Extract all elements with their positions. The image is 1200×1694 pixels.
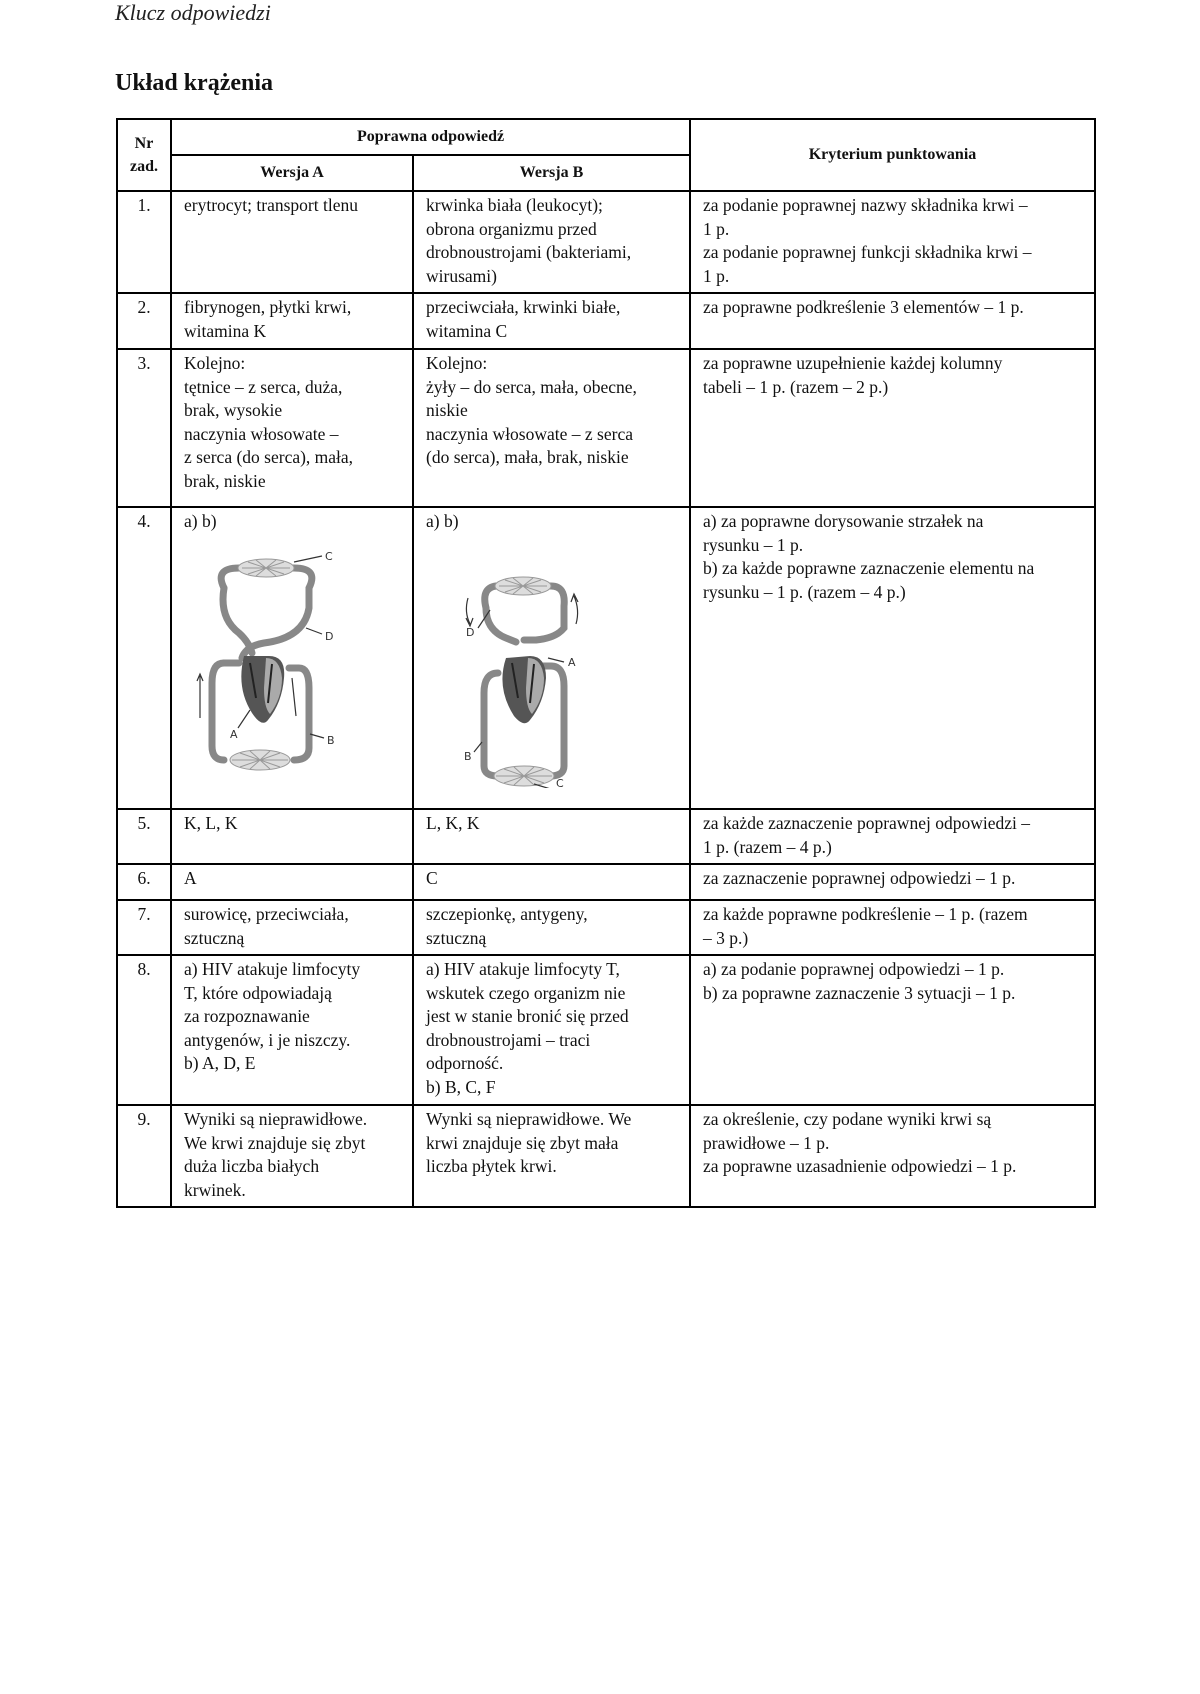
text-line: a) HIV atakuje limfocyty T, [426, 959, 620, 979]
text-line: brak, wysokie [184, 400, 283, 420]
scoring-criteria [690, 955, 1095, 1105]
header-criteria: Kryterium punktowania [690, 119, 1095, 191]
text-line: tabeli – 1 p. (razem – 2 p.) [703, 376, 889, 397]
table-row [117, 864, 1095, 900]
running-title: Klucz odpowiedzi [115, 0, 271, 25]
text-line: – 3 p.) [703, 927, 749, 948]
text-line: witamina K [184, 320, 267, 341]
text-line: a) HIV atakuje limfocyty [184, 959, 361, 979]
text-line: żyły – do serca, mała, obecne, [426, 376, 637, 397]
version-b-answer [413, 809, 690, 864]
scoring-criteria [690, 349, 1095, 507]
table-row [117, 191, 1095, 293]
scoring-criteria [690, 809, 1095, 864]
version-a-answer [171, 1105, 413, 1207]
text-line: przeciwciała, krwinki białe, [426, 297, 621, 317]
version-b-answer [413, 955, 690, 1105]
label-d: D [325, 629, 334, 643]
section-title: Układ krążenia [115, 70, 274, 96]
text-line: surowicę, przeciwciała, [184, 904, 349, 924]
text-line: a) b) [184, 511, 217, 531]
scoring-criteria [690, 1105, 1095, 1207]
version-b-answer [413, 1105, 690, 1207]
text-line: b) A, D, E [184, 1053, 256, 1073]
text-line: Kolejno: [184, 353, 246, 373]
table-row [117, 809, 1095, 864]
text-line: Kolejno: [426, 353, 488, 373]
capillary-network-bottom [230, 750, 290, 770]
text-line: z serca (do serca), mała, [184, 447, 354, 467]
version-b-answer [413, 900, 690, 955]
version-a-answer [171, 349, 413, 507]
scoring-criteria [690, 864, 1095, 900]
text-line: za poprawne podkreślenie 3 elementów – 1 p. [703, 297, 1024, 317]
text-line: krwi znajduje się zbyt mała [426, 1132, 619, 1153]
text-line: jest w stanie bronić się przed [426, 1006, 629, 1026]
capillary-network-bottom [494, 766, 554, 786]
text-line: prawidłowe – 1 p. [703, 1132, 830, 1153]
header-correct-answer: Poprawna odpowiedź [171, 119, 690, 155]
scoring-criteria [690, 191, 1095, 293]
version-b-answer [413, 864, 690, 900]
version-b-answer [413, 191, 690, 293]
text-line: a) za podanie poprawnej odpowiedzi – 1 p. [703, 959, 1005, 979]
text-line: za poprawne uzupełnienie każdej kolumny [703, 353, 1003, 373]
text-line: szczepionkę, antygeny, [426, 904, 588, 924]
version-b-answer [413, 293, 690, 349]
version-a-answer [171, 900, 413, 955]
text-line: a) za poprawne dorysowanie strzałek na [703, 511, 984, 531]
text-line: wirusami) [426, 265, 497, 286]
label-d: D [466, 625, 475, 639]
text-line: za zaznaczenie poprawnej odpowiedzi – 1 p. [703, 868, 1016, 888]
text-line: niskie [426, 400, 468, 420]
text-line: b) B, C, F [426, 1076, 496, 1097]
text-line: naczynia włosowate – z serca [426, 423, 633, 444]
text-line: za każde poprawne podkreślenie – 1 p. (razem [703, 904, 1028, 924]
text-line: za każde zaznaczenie poprawnej odpowiedzi – [703, 813, 1030, 833]
text-line: krwinek. [184, 1179, 246, 1200]
version-a-answer [171, 864, 413, 900]
circulation-diagram-a [184, 538, 354, 788]
text-line: a) b) [426, 511, 459, 531]
capillary-network-top [238, 559, 294, 577]
text-line: za podanie poprawnej funkcji składnika krwi – [703, 242, 1032, 262]
task-number: 8. [117, 955, 171, 1105]
text-line: duża liczba białych [184, 1156, 320, 1176]
text-line: Wyniki są nieprawidłowe. [184, 1109, 368, 1129]
table-row [117, 293, 1095, 349]
text-line: liczba płytek krwi. [426, 1156, 557, 1176]
table-row [117, 349, 1095, 507]
text-line: A [184, 868, 197, 888]
task-number: 9. [117, 1105, 171, 1207]
capillary-network-top [495, 577, 551, 595]
header-version-a: Wersja A [171, 155, 413, 191]
label-a: A [568, 655, 576, 669]
text-line: 1 p. [703, 265, 730, 286]
text-line: b) za każde poprawne zaznaczenie elementu na [703, 558, 1035, 578]
scoring-criteria [690, 293, 1095, 349]
version-b-answer [413, 507, 690, 809]
text-line: naczynia włosowate – [184, 423, 339, 444]
text-line: drobnoustrojami – traci [426, 1029, 591, 1050]
header-nr: Nr zad. [117, 119, 171, 191]
heart [502, 656, 546, 723]
scoring-criteria [690, 507, 1095, 809]
version-a-answer [171, 955, 413, 1105]
version-a-answer [171, 809, 413, 864]
text-line: We krwi znajduje się zbyt [184, 1132, 366, 1153]
text-line: za poprawne uzasadnienie odpowiedzi – 1 p. [703, 1156, 1017, 1176]
text-line: 1 p. [703, 218, 730, 239]
scoring-criteria [690, 900, 1095, 955]
label-a: A [230, 727, 238, 741]
answer-key-table [116, 118, 1096, 1208]
text-line: K, L, K [184, 813, 238, 833]
table-row [117, 955, 1095, 1105]
text-line: T, które odpowiadają [184, 982, 332, 1003]
task-number: 1. [117, 191, 171, 293]
task-number: 6. [117, 864, 171, 900]
text-line: krwinka biała (leukocyt); [426, 195, 603, 215]
task-number: 4. [117, 507, 171, 809]
label-b: B [327, 733, 335, 747]
text-line: wskutek czego organizm nie [426, 982, 626, 1003]
table-row [117, 1105, 1095, 1207]
version-a-answer [171, 293, 413, 349]
text-line: za określenie, czy podane wyniki krwi są [703, 1109, 992, 1129]
text-line: rysunku – 1 p. (razem – 4 p.) [703, 581, 906, 602]
task-number: 2. [117, 293, 171, 349]
task-number: 3. [117, 349, 171, 507]
text-line: Wynki są nieprawidłowe. We [426, 1109, 632, 1129]
text-line: fibrynogen, płytki krwi, [184, 297, 352, 317]
version-b-answer [413, 349, 690, 507]
text-line: sztuczną [184, 927, 245, 948]
text-line: brak, niskie [184, 470, 266, 491]
task-number: 7. [117, 900, 171, 955]
label-c: C [325, 549, 333, 563]
text-line: erytrocyt; transport tlenu [184, 195, 358, 215]
text-line: za rozpoznawanie [184, 1006, 310, 1026]
text-line: obrona organizmu przed [426, 218, 597, 239]
text-line: odporność. [426, 1053, 504, 1073]
text-line: antygenów, i je niszczy. [184, 1029, 351, 1050]
version-a-answer [171, 191, 413, 293]
label-b: B [464, 749, 472, 763]
text-line: witamina C [426, 320, 508, 341]
table-row [117, 900, 1095, 955]
text-line: sztuczną [426, 927, 487, 948]
text-line: L, K, K [426, 813, 480, 833]
text-line: za podanie poprawnej nazwy składnika krwi – [703, 195, 1028, 215]
text-line: tętnice – z serca, duża, [184, 376, 343, 397]
text-line: b) za poprawne zaznaczenie 3 sytuacji – 1 p. [703, 982, 1016, 1003]
version-a-answer [171, 507, 413, 809]
text-line: drobnoustrojami (bakteriami, [426, 242, 632, 262]
task-number: 5. [117, 809, 171, 864]
circulation-diagram-b [426, 538, 606, 788]
label-c: C [556, 776, 564, 788]
text-line: 1 p. (razem – 4 p.) [703, 836, 832, 857]
text-line: C [426, 868, 438, 888]
table-row [117, 507, 1095, 809]
text-line: rysunku – 1 p. [703, 534, 804, 555]
text-line: (do serca), mała, brak, niskie [426, 447, 629, 467]
header-version-b: Wersja B [413, 155, 690, 191]
